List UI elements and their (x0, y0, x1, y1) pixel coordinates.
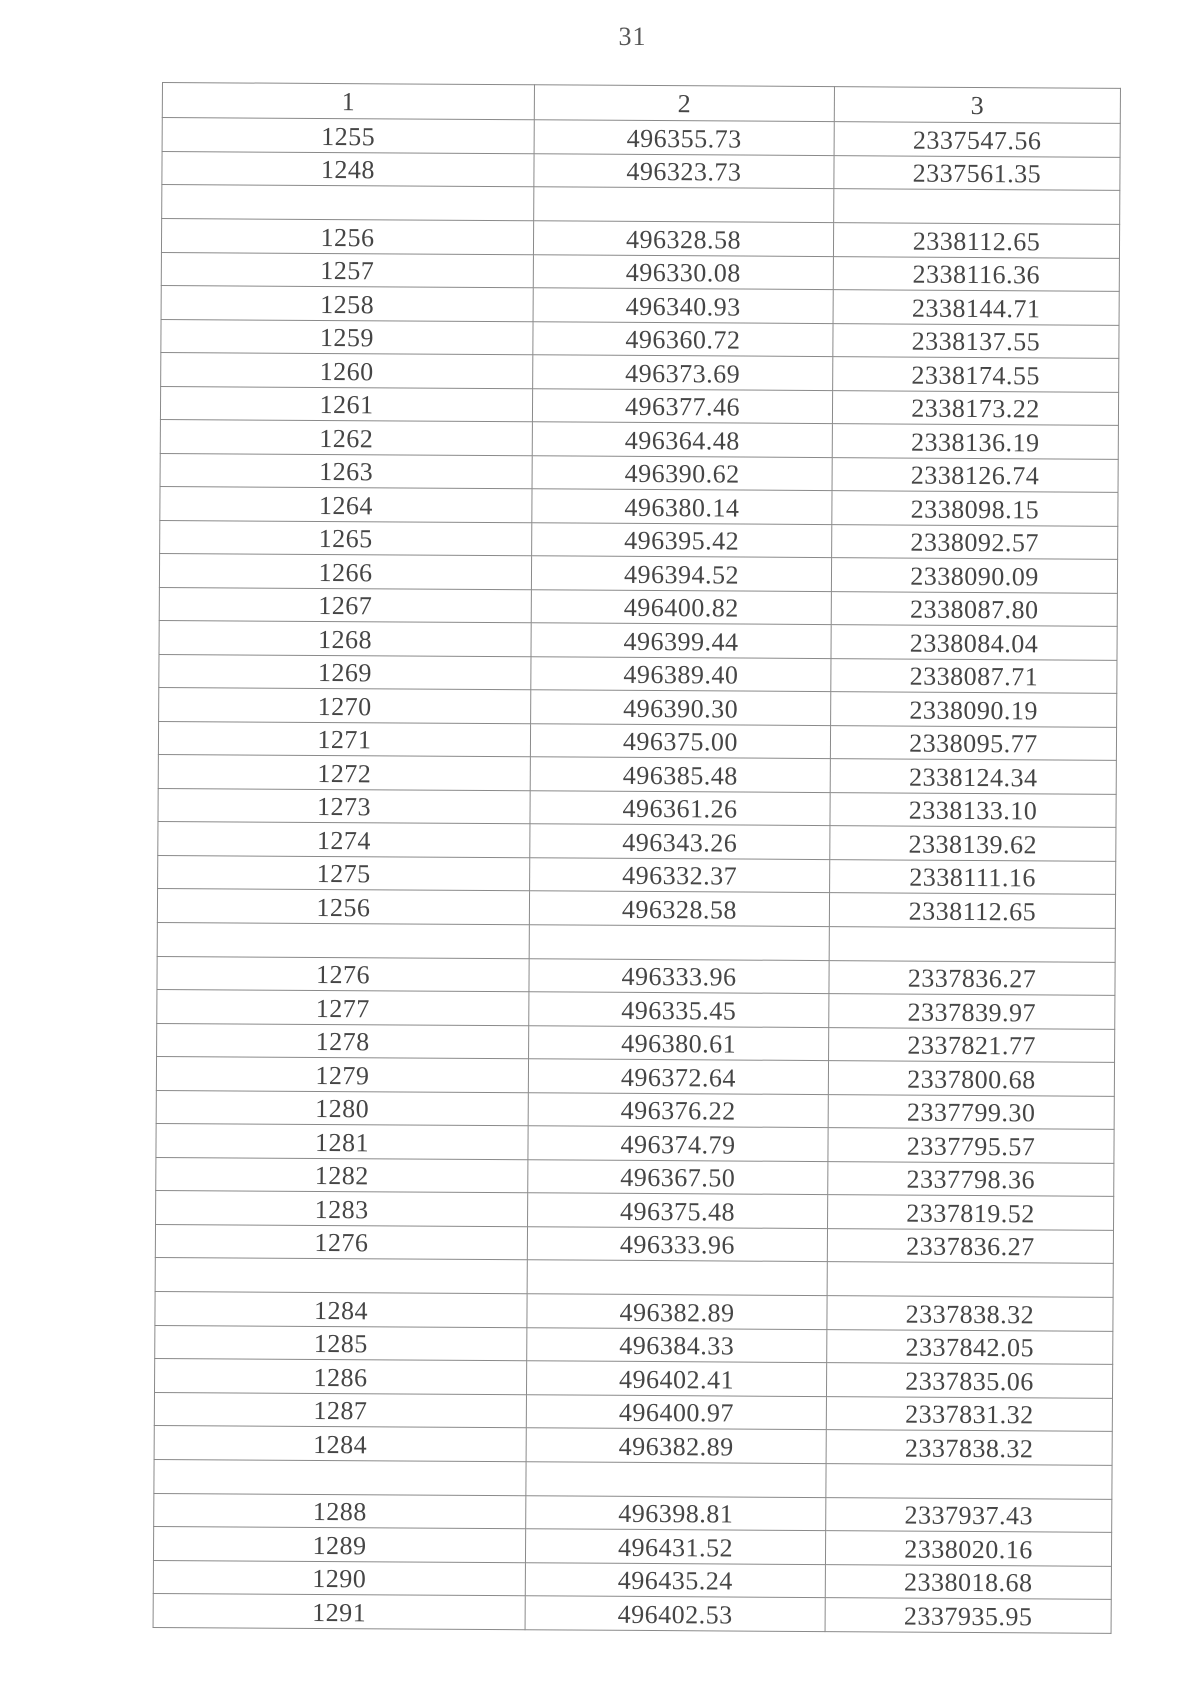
point-number-cell: 1282 (156, 1157, 528, 1193)
y-coordinate-cell: 2338112.65 (829, 893, 1115, 928)
point-number-cell: 1284 (154, 1425, 526, 1461)
point-number-cell: 1275 (158, 855, 530, 891)
x-coordinate-cell: 496398.81 (526, 1495, 826, 1530)
y-coordinate-cell: 2338139.62 (830, 826, 1116, 861)
x-coordinate-cell: 496431.52 (525, 1529, 825, 1564)
y-coordinate-cell: 2338020.16 (825, 1531, 1111, 1566)
x-coordinate-cell: 496328.58 (533, 221, 833, 256)
x-coordinate-cell: 496335.45 (529, 992, 829, 1027)
x-coordinate-cell: 496372.64 (528, 1059, 828, 1094)
y-coordinate-cell: 2337836.27 (829, 960, 1115, 995)
y-coordinate-cell: 2337937.43 (826, 1497, 1112, 1532)
point-number-cell: 1274 (158, 821, 530, 857)
point-number-cell: 1273 (158, 788, 530, 824)
x-coordinate-cell: 496332.37 (530, 857, 830, 892)
point-number-cell: 1266 (159, 553, 531, 589)
y-coordinate-cell: 2337800.68 (828, 1061, 1114, 1096)
y-coordinate-cell: 2338116.36 (833, 256, 1119, 291)
point-number-cell: 1280 (156, 1090, 528, 1126)
point-number-cell: 1281 (156, 1123, 528, 1159)
point-number-cell: 1271 (158, 721, 530, 757)
y-coordinate-cell: 2337798.36 (828, 1161, 1114, 1196)
coordinates-table (153, 82, 1121, 1633)
x-coordinate-cell: 496333.96 (529, 958, 829, 993)
point-number-cell: 1279 (156, 1056, 528, 1092)
x-coordinate-cell: 496377.46 (532, 388, 832, 423)
x-coordinate-cell: 496400.82 (531, 589, 831, 624)
column-header-1: 1 (162, 83, 534, 120)
point-number-cell: 1256 (157, 888, 529, 924)
point-number-cell: 1286 (154, 1358, 526, 1394)
x-coordinate-cell: 496390.62 (532, 455, 832, 490)
point-number-cell: 1262 (160, 419, 532, 455)
x-coordinate-cell (534, 187, 834, 223)
y-coordinate-cell: 2338090.09 (831, 558, 1117, 593)
y-coordinate-cell: 2338084.04 (831, 625, 1117, 660)
y-coordinate-cell: 2338174.55 (833, 357, 1119, 392)
x-coordinate-cell: 496382.89 (527, 1294, 827, 1329)
x-coordinate-cell: 496394.52 (531, 556, 831, 591)
x-coordinate-cell: 496373.69 (533, 355, 833, 390)
point-number-cell: 1248 (162, 151, 534, 187)
x-coordinate-cell: 496367.50 (528, 1159, 828, 1194)
point-number-cell: 1289 (153, 1526, 525, 1562)
x-coordinate-cell (526, 1461, 826, 1497)
y-coordinate-cell: 2338098.15 (832, 491, 1118, 526)
table-row (155, 1257, 1113, 1297)
x-coordinate-cell: 496328.58 (529, 891, 829, 926)
y-coordinate-cell: 2338173.22 (832, 390, 1118, 425)
x-coordinate-cell: 496399.44 (531, 623, 831, 658)
y-coordinate-cell: 2338087.80 (831, 591, 1117, 626)
y-coordinate-cell (826, 1463, 1112, 1499)
y-coordinate-cell: 2338018.68 (825, 1564, 1111, 1599)
y-coordinate-cell: 2338112.65 (833, 223, 1119, 258)
x-coordinate-cell: 496374.79 (528, 1126, 828, 1161)
point-number-cell: 1272 (158, 754, 530, 790)
point-number-cell: 1260 (161, 352, 533, 388)
point-number-cell: 1276 (157, 956, 529, 992)
column-header-2: 2 (534, 85, 834, 122)
x-coordinate-cell: 496384.33 (527, 1327, 827, 1362)
point-number-cell (162, 185, 534, 221)
y-coordinate-cell: 2338144.71 (833, 290, 1119, 325)
point-number-cell: 1268 (159, 620, 531, 656)
point-number-cell: 1283 (156, 1190, 528, 1226)
table-row (153, 1593, 1111, 1632)
y-coordinate-cell: 2338133.10 (830, 792, 1116, 827)
x-coordinate-cell: 496364.48 (532, 422, 832, 457)
point-number-cell: 1265 (160, 520, 532, 556)
x-coordinate-cell: 496385.48 (530, 757, 830, 792)
point-number-cell: 1261 (160, 386, 532, 422)
table-row (154, 1459, 1112, 1499)
y-coordinate-cell: 2337819.52 (828, 1195, 1114, 1230)
x-coordinate-cell: 496360.72 (533, 321, 833, 356)
table-header-row (162, 83, 1120, 124)
point-number-cell (155, 1257, 527, 1293)
y-coordinate-cell: 2337838.32 (827, 1296, 1113, 1331)
x-coordinate-cell: 496376.22 (528, 1092, 828, 1127)
y-coordinate-cell: 2337835.06 (826, 1363, 1112, 1398)
y-coordinate-cell: 2337821.77 (829, 1027, 1115, 1062)
y-coordinate-cell: 2337842.05 (827, 1329, 1113, 1364)
point-number-cell (154, 1459, 526, 1495)
table-row (157, 922, 1115, 962)
x-coordinate-cell: 496400.97 (526, 1394, 826, 1429)
x-coordinate-cell: 496375.48 (528, 1193, 828, 1228)
x-coordinate-cell: 496380.14 (532, 489, 832, 524)
y-coordinate-cell (834, 189, 1120, 225)
point-number-cell: 1278 (157, 1023, 529, 1059)
y-coordinate-cell (827, 1262, 1113, 1298)
x-coordinate-cell: 496382.89 (526, 1428, 826, 1463)
x-coordinate-cell: 496330.08 (533, 254, 833, 289)
point-number-cell (157, 922, 529, 958)
point-number-cell: 1287 (154, 1392, 526, 1428)
point-number-cell: 1270 (159, 687, 531, 723)
y-coordinate-cell: 2338136.19 (832, 424, 1118, 459)
point-number-cell: 1264 (160, 486, 532, 522)
point-number-cell: 1257 (161, 252, 533, 288)
y-coordinate-cell: 2338124.34 (830, 759, 1116, 794)
x-coordinate-cell: 496395.42 (532, 522, 832, 557)
x-coordinate-cell (527, 1260, 827, 1296)
table-row (162, 185, 1120, 225)
point-number-cell: 1256 (161, 219, 533, 255)
y-coordinate-cell: 2337547.56 (834, 122, 1120, 157)
y-coordinate-cell: 2337935.95 (825, 1598, 1111, 1633)
x-coordinate-cell: 496323.73 (534, 153, 834, 188)
y-coordinate-cell (829, 926, 1115, 962)
y-coordinate-cell: 2338090.19 (831, 692, 1117, 727)
y-coordinate-cell: 2338126.74 (832, 457, 1118, 492)
y-coordinate-cell: 2337836.27 (827, 1228, 1113, 1263)
point-number-cell: 1277 (157, 989, 529, 1025)
point-number-cell: 1263 (160, 453, 532, 489)
x-coordinate-cell: 496390.30 (531, 690, 831, 725)
y-coordinate-cell: 2337839.97 (829, 994, 1115, 1029)
point-number-cell: 1285 (155, 1325, 527, 1361)
x-coordinate-cell: 496343.26 (530, 824, 830, 859)
x-coordinate-cell: 496361.26 (530, 790, 830, 825)
y-coordinate-cell: 2337561.35 (834, 155, 1120, 190)
point-number-cell: 1258 (161, 285, 533, 321)
page-number: 31 (618, 22, 647, 51)
x-coordinate-cell: 496375.00 (530, 723, 830, 758)
x-coordinate-cell: 496402.41 (526, 1361, 826, 1396)
y-coordinate-cell: 2338092.57 (832, 524, 1118, 559)
point-number-cell: 1259 (161, 319, 533, 355)
y-coordinate-cell: 2338137.55 (833, 323, 1119, 358)
y-coordinate-cell: 2337799.30 (828, 1094, 1114, 1129)
point-number-cell: 1269 (159, 654, 531, 690)
x-coordinate-cell: 496333.96 (527, 1226, 827, 1261)
point-number-cell: 1267 (159, 587, 531, 623)
point-number-cell: 1291 (153, 1593, 525, 1629)
y-coordinate-cell: 2338111.16 (830, 859, 1116, 894)
point-number-cell: 1276 (155, 1224, 527, 1260)
point-number-cell: 1284 (155, 1291, 527, 1327)
y-coordinate-cell: 2337795.57 (828, 1128, 1114, 1163)
x-coordinate-cell: 496355.73 (534, 120, 834, 155)
point-number-cell: 1290 (153, 1560, 525, 1596)
y-coordinate-cell: 2337838.32 (826, 1430, 1112, 1465)
x-coordinate-cell: 496380.61 (529, 1025, 829, 1060)
y-coordinate-cell: 2338087.71 (831, 658, 1117, 693)
y-coordinate-cell: 2338095.77 (830, 725, 1116, 760)
table-body (153, 118, 1120, 1633)
x-coordinate-cell: 496435.24 (525, 1562, 825, 1597)
x-coordinate-cell (529, 924, 829, 960)
point-number-cell: 1255 (162, 118, 534, 154)
x-coordinate-cell: 496340.93 (533, 288, 833, 323)
point-number-cell: 1288 (154, 1493, 526, 1529)
x-coordinate-cell: 496402.53 (525, 1596, 825, 1631)
y-coordinate-cell: 2337831.32 (826, 1396, 1112, 1431)
column-header-3: 3 (834, 87, 1120, 124)
x-coordinate-cell: 496389.40 (531, 656, 831, 691)
